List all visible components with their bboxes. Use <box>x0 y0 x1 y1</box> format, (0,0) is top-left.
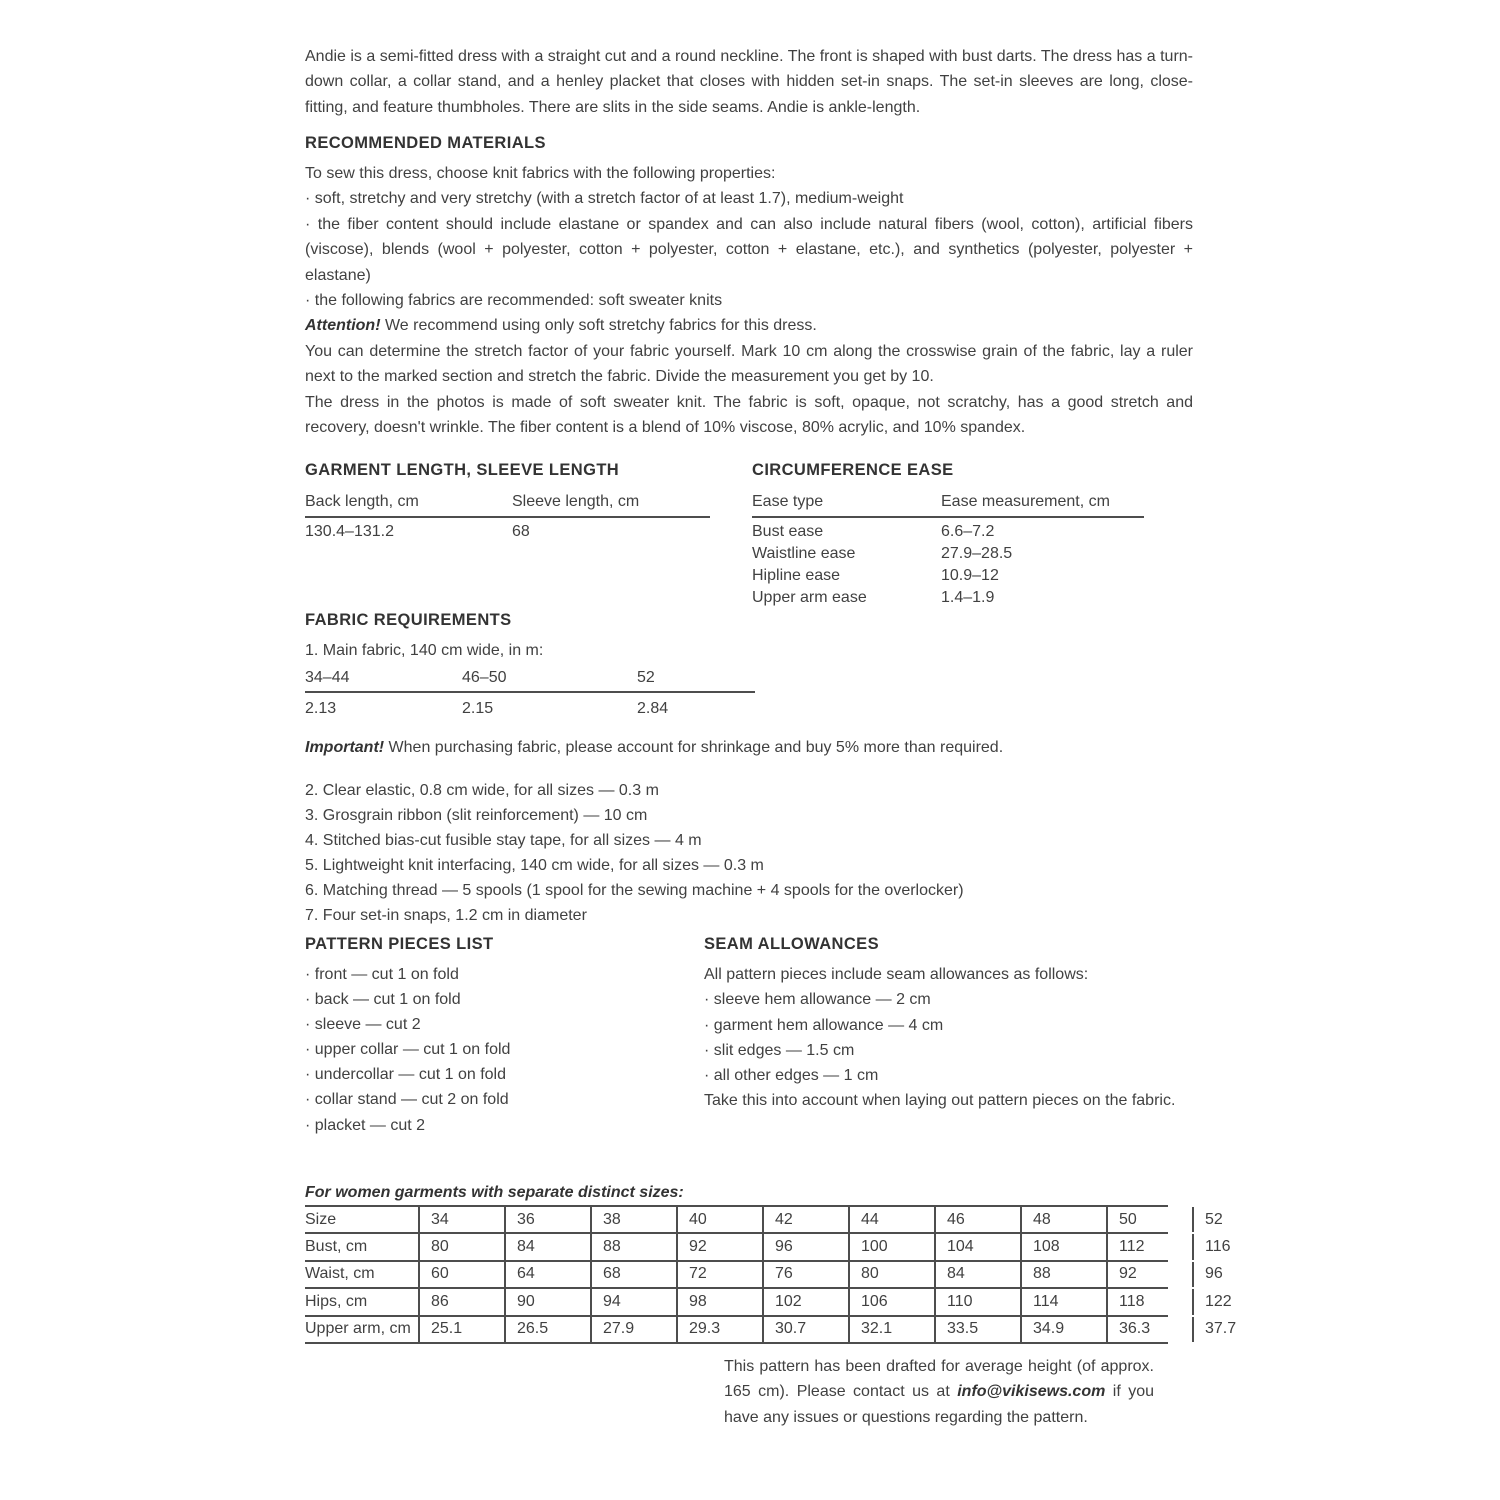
seam-allowance-item: · garment hem allowance — 4 cm <box>704 1016 944 1034</box>
ease-type-cell: Bust ease <box>752 523 824 540</box>
fabric-size-group-cell: 52 <box>637 669 655 687</box>
size-table-cell: 88 <box>590 1234 676 1259</box>
size-table-cell: 29.3 <box>676 1317 762 1342</box>
notions-list-item: 4. Stitched bias-cut fusible stay tape, for all sizes — 4 m <box>305 832 702 849</box>
size-table-row <box>305 1289 1232 1316</box>
main-fabric-line: 1. Main fabric, 140 cm wide, in m: <box>305 642 544 659</box>
size-table-row-label: Upper arm, cm <box>305 1320 411 1338</box>
size-table-cell: 33.5 <box>934 1317 1020 1342</box>
fabric-requirements-heading: FABRIC REQUIREMENTS <box>305 611 512 629</box>
size-table-cell: 26.5 <box>504 1317 590 1342</box>
ease-table-header <box>752 490 1144 518</box>
size-table-cell: 52 <box>1192 1207 1278 1232</box>
stretch-factor-note: You can determine the stretch factor of your fabric yourself. Mark 10 cm along the crosswise grain of the fabric, lay a ruler next to the marked section and stretch the fabric. Divide the measurement you get by 10. <box>305 342 1193 386</box>
size-table-cell: 68 <box>590 1262 676 1287</box>
size-table-cell: 60 <box>418 1262 504 1287</box>
size-table-cell: 80 <box>848 1262 934 1287</box>
ease-type-cell: Waistline ease <box>752 545 856 562</box>
size-table-cell: 32.1 <box>848 1317 934 1342</box>
fabric-table-amounts-row <box>305 693 755 722</box>
size-table-cell: 36 <box>504 1207 590 1232</box>
important-label: Important! <box>305 739 385 757</box>
important-note <box>305 735 1193 760</box>
fabric-amount-cell: 2.13 <box>305 700 337 718</box>
size-table-cell: 37.7 <box>1192 1317 1278 1342</box>
attention-label: Attention! <box>305 317 381 335</box>
seam-allowance-item: · slit edges — 1.5 cm <box>704 1041 855 1059</box>
fabric-amount-cell: 2.15 <box>462 700 494 718</box>
size-table-cell: 100 <box>848 1234 934 1259</box>
back-length-header: Back length, cm <box>305 493 419 510</box>
pattern-piece-item: · collar stand — cut 2 on fold <box>305 1091 509 1109</box>
materials-bullet-recommended: · the following fabrics are recommended: soft sweater knits <box>305 292 723 310</box>
notions-list-item: 3. Grosgrain ribbon (slit reinforcement) — 10 cm <box>305 806 648 824</box>
fabric-requirements-section <box>305 608 1193 928</box>
size-table-cell: 64 <box>504 1262 590 1287</box>
notions-list-item: 7. Four set-in snaps, 1.2 cm in diameter <box>305 907 587 925</box>
garment-length-section <box>305 458 710 543</box>
ease-type-cell: Hipline ease <box>752 567 841 584</box>
ease-type-header: Ease type <box>752 493 824 510</box>
ease-type-cell: Upper arm ease <box>752 589 867 606</box>
size-table-row-label: Bust, cm <box>305 1238 368 1256</box>
important-text: When purchasing fabric, please account for shrinkage and buy 5% more than required. <box>384 739 1004 757</box>
recommended-materials-heading: RECOMMENDED MATERIALS <box>305 134 546 152</box>
sleeve-length-value: 68 <box>512 523 530 540</box>
notions-list-item: 5. Lightweight knit interfacing, 140 cm wide, for all sizes — 0.3 m <box>305 857 764 875</box>
size-table-cell: 112 <box>1106 1234 1192 1259</box>
size-table-cell: 96 <box>762 1234 848 1259</box>
back-length-value: 130.4–131.2 <box>305 523 394 540</box>
size-table-cell: 104 <box>934 1234 1020 1259</box>
garment-length-heading: GARMENT LENGTH, SLEEVE LENGTH <box>305 461 620 479</box>
ease-measurement-header: Ease measurement, cm <box>941 493 1110 510</box>
size-table-cell: 42 <box>762 1207 848 1232</box>
ease-value-cell: 27.9–28.5 <box>941 545 1013 562</box>
attention-note <box>305 313 1193 338</box>
size-table-cell: 44 <box>848 1207 934 1232</box>
size-table-cell: 106 <box>848 1289 934 1314</box>
materials-bullet-soft: · soft, stretchy and very stretchy (with a stretch factor of at least 1.7), medium-weight <box>305 190 904 208</box>
ease-value-cell: 10.9–12 <box>941 567 999 584</box>
size-table-row-label: Size <box>305 1210 337 1228</box>
pattern-pieces-list <box>305 962 685 1138</box>
seam-allowances-section <box>704 932 1200 1113</box>
size-table-cell: 94 <box>590 1289 676 1314</box>
size-table-cell: 34 <box>418 1207 504 1232</box>
seam-allowances-heading: SEAM ALLOWANCES <box>704 935 879 953</box>
size-table-cell: 46 <box>934 1207 1020 1232</box>
size-table-row <box>305 1207 1223 1234</box>
materials-bullet-fiber: · the fiber content should include elastane or spandex and can also include natural fibers (wool, cotton), artificial fibers (viscose), blends (wool + polyester, cotton + polyester, cotton + elastane, etc.), and synthetics (polyester, polyester + elastane) <box>305 215 1193 284</box>
footer-email: info@vikisews.com <box>957 1383 1106 1401</box>
size-table-cell: 96 <box>1192 1262 1278 1287</box>
size-table-cell: 86 <box>418 1289 504 1314</box>
size-table-cell: 92 <box>676 1234 762 1259</box>
size-table-cell: 98 <box>676 1289 762 1314</box>
size-table-cell: 88 <box>1020 1262 1106 1287</box>
pattern-piece-item: · placket — cut 2 <box>305 1116 426 1134</box>
circumference-ease-heading: CIRCUMFERENCE EASE <box>752 461 954 479</box>
size-table-cell: 108 <box>1020 1234 1106 1259</box>
size-table-row-label: Waist, cm <box>305 1265 375 1283</box>
pattern-piece-item: · sleeve — cut 2 <box>305 1016 421 1034</box>
ease-table-rows <box>752 518 1144 609</box>
ease-value-cell: 1.4–1.9 <box>941 589 995 606</box>
size-table <box>305 1205 1237 1344</box>
fabric-size-group-cell: 34–44 <box>305 669 350 687</box>
attention-text: We recommend using only soft stretchy fabrics for this dress. <box>380 317 817 335</box>
pattern-piece-item: · back — cut 1 on fold <box>305 991 461 1009</box>
size-table-cell: 50 <box>1106 1207 1192 1232</box>
size-table-cell: 38 <box>590 1207 676 1232</box>
notions-list <box>305 778 1193 929</box>
size-table-cell: 84 <box>934 1262 1020 1287</box>
footer-text-before: This pattern has been drafted for average height (of approx. 165 cm). Please contact us at <box>724 1358 1154 1401</box>
seam-allowances-list <box>704 987 1200 1087</box>
ease-table-row <box>752 521 1144 543</box>
pattern-piece-item: · front — cut 1 on fold <box>305 966 459 983</box>
fabric-amount-cell: 2.84 <box>637 700 669 718</box>
size-table-row-label: Hips, cm <box>305 1292 368 1310</box>
intro-paragraph: Andie is a semi-fitted dress with a straight cut and a round neckline. The front is shaped with bust darts. The dress has a turn-down collar, a collar stand, and a henley placket that closes with hidden set-in snaps. The set-in sleeves are long, close-fitting, and feature thumbholes. There are slits in the side seams. Andie is ankle-length. <box>305 48 1193 116</box>
size-table-cell: 30.7 <box>762 1317 848 1342</box>
ease-table-row <box>752 587 1144 609</box>
garment-length-table-header <box>305 490 710 518</box>
footer-note <box>724 1354 1154 1430</box>
ease-value-cell: 6.6–7.2 <box>941 523 995 540</box>
size-table-cell: 72 <box>676 1262 762 1287</box>
notions-list-item: 2. Clear elastic, 0.8 cm wide, for all sizes — 0.3 m <box>305 781 659 799</box>
size-table-row <box>305 1234 1231 1261</box>
size-table-row <box>305 1317 1237 1344</box>
size-table-cell: 110 <box>934 1289 1020 1314</box>
size-table-cell: 34.9 <box>1020 1317 1106 1342</box>
ease-table-row <box>752 565 1144 587</box>
size-table-cell: 27.9 <box>590 1317 676 1342</box>
seam-allowances-intro: All pattern pieces include seam allowances as follows: <box>704 966 1089 983</box>
size-table-cell: 40 <box>676 1207 762 1232</box>
circumference-ease-section <box>752 458 1144 609</box>
pattern-pieces-heading: PATTERN PIECES LIST <box>305 935 494 953</box>
footer-text-after: if you have any issues or questions regarding the pattern. <box>724 1383 1154 1426</box>
size-table-cell: 114 <box>1020 1289 1106 1314</box>
ease-table-row <box>752 543 1144 565</box>
size-table-cell: 84 <box>504 1234 590 1259</box>
garment-length-table-row <box>305 518 710 543</box>
size-table-cell: 116 <box>1192 1234 1278 1259</box>
seam-allowances-note: Take this into account when laying out pattern pieces on the fabric. <box>704 1091 1176 1109</box>
size-table-row <box>305 1262 1223 1289</box>
materials-intro: To sew this dress, choose knit fabrics with the following properties: <box>305 165 776 182</box>
pattern-pieces-section <box>305 932 685 1138</box>
size-table-cell: 90 <box>504 1289 590 1314</box>
size-table-cell: 25.1 <box>418 1317 504 1342</box>
size-table-cell: 122 <box>1192 1289 1278 1314</box>
seam-allowance-item: · all other edges — 1 cm <box>704 1066 879 1084</box>
seam-allowance-item: · sleeve hem allowance — 2 cm <box>704 991 931 1009</box>
fabric-size-group-cell: 46–50 <box>462 669 507 687</box>
sleeve-length-header: Sleeve length, cm <box>512 493 640 510</box>
recommended-materials-section <box>305 131 1193 440</box>
size-table-cell: 76 <box>762 1262 848 1287</box>
size-table-cell: 102 <box>762 1289 848 1314</box>
size-chart-heading: For women garments with separate distinct sizes: <box>305 1184 684 1201</box>
pattern-piece-item: · undercollar — cut 1 on fold <box>305 1066 506 1084</box>
fabric-table-size-header <box>305 667 755 693</box>
size-table-cell: 118 <box>1106 1289 1192 1314</box>
notions-list-item: 6. Matching thread — 5 spools (1 spool for the sewing machine + 4 spools for the overlocker) <box>305 882 964 900</box>
size-table-cell: 48 <box>1020 1207 1106 1232</box>
size-table-cell: 92 <box>1106 1262 1192 1287</box>
pattern-piece-item: · upper collar — cut 1 on fold <box>305 1041 511 1059</box>
size-table-cell: 80 <box>418 1234 504 1259</box>
size-table-cell: 36.3 <box>1106 1317 1192 1342</box>
photos-fabric-note: The dress in the photos is made of soft sweater knit. The fabric is soft, opaque, not scratchy, has a good stretch and recovery, doesn't wrinkle. The fiber content is a blend of 10% viscose, 80% acrylic, and 10% spandex. <box>305 393 1193 437</box>
